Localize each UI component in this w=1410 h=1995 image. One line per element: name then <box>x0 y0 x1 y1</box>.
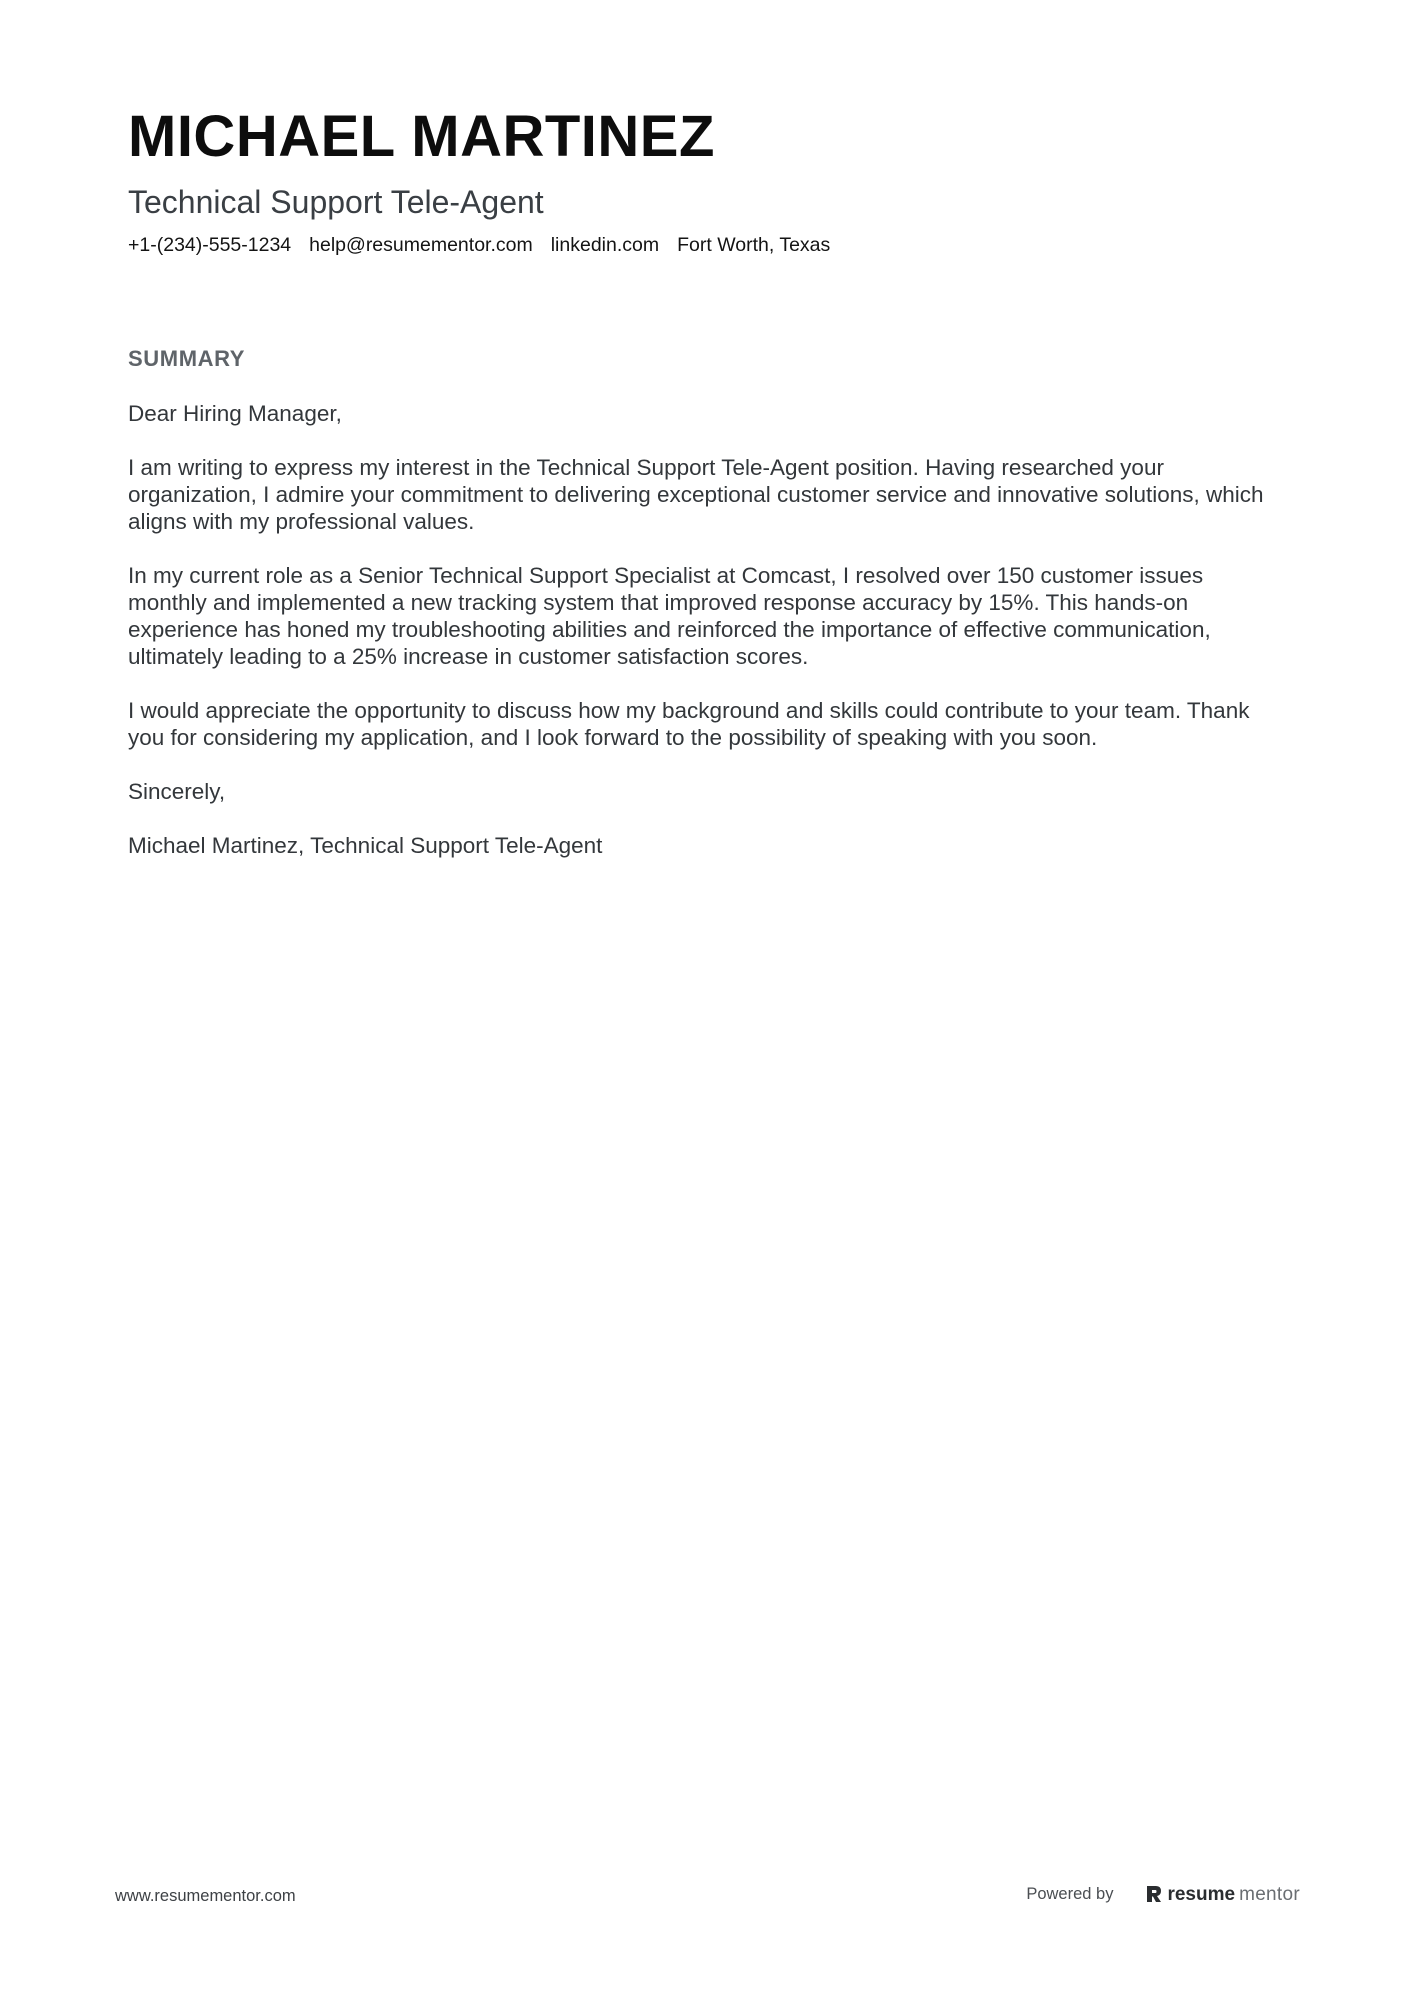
brand-logo <box>1145 1884 1300 1904</box>
signature: Michael Martinez, Technical Support Tele-Agent <box>128 833 603 858</box>
letter-paragraph: I would appreciate the opportunity to discuss how my background and skills could contribute to your team. Thank you for considering my application, and I look forward to the possibility of speaking with you soon. <box>128 698 1250 750</box>
contact-info <box>128 236 830 256</box>
brand-text-resume: resume <box>1167 1883 1236 1905</box>
footer-url: www.resumementor.com <box>115 1887 296 1905</box>
footer-branding <box>1026 1884 1300 1904</box>
powered-by-label: Powered by <box>1026 1884 1114 1903</box>
salutation: Dear Hiring Manager, <box>128 401 342 426</box>
letter-paragraph: In my current role as a Senior Technical Support Specialist at Comcast, I resolved over 150 customer issues monthly and implemented a new tracking system that improved response accuracy by 15%. This hands-on experience has honed my troubleshooting abilities and reinforced the importance of effective communication, ultimately leading to a 25% increase in customer satisfaction scores. <box>128 563 1211 669</box>
letter-body <box>128 400 1288 886</box>
resumementor-logo-icon <box>1145 1884 1163 1904</box>
candidate-name: MICHAEL MARTINEZ <box>128 104 715 169</box>
contact-location: Fort Worth, Texas <box>677 234 831 256</box>
contact-email: help@resumementor.com <box>309 234 533 256</box>
contact-phone: +1-(234)-555-1234 <box>128 234 292 256</box>
summary-heading: SUMMARY <box>128 346 246 371</box>
contact-linkedin: linkedin.com <box>550 234 660 256</box>
candidate-title: Technical Support Tele-Agent <box>128 184 544 220</box>
letter-paragraph: I am writing to express my interest in the Technical Support Tele-Agent position. Having researched your organization, I admire your commitment to delivering exceptional customer service and innovative solutions, which aligns with my professional values. <box>128 455 1264 534</box>
brand-text-mentor: mentor <box>1239 1883 1300 1905</box>
closing: Sincerely, <box>128 779 226 804</box>
